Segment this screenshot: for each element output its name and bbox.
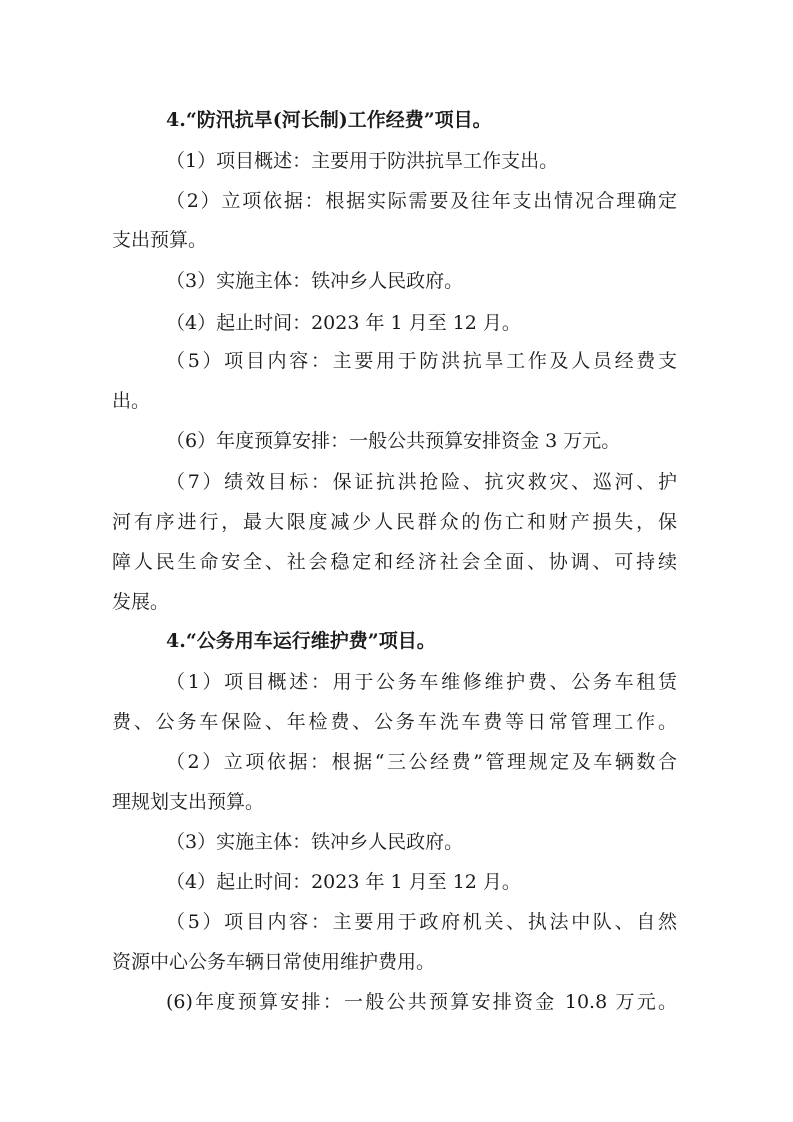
paragraph-line: （2）立项依据：根据“三公经费”管理规定及车辆数合: [166, 751, 677, 773]
paragraph-line: （1）项目概述：主要用于防洪抗旱工作支出。: [166, 150, 559, 172]
paragraph-line: 出。: [112, 390, 151, 412]
paragraph-line: 支出预算。: [112, 229, 208, 251]
paragraph-line: （4）起止时间：2023 年 1 月至 12 月。: [166, 312, 521, 334]
paragraph-line: 费、公务车保险、年检费、公务车洗车费等日常管理工作。: [112, 711, 677, 733]
paragraph-line: （4）起止时间：2023 年 1 月至 12 月。: [166, 871, 521, 893]
paragraph-line: （5）项目内容：主要用于防洪抗旱工作及人员经费支: [166, 350, 677, 372]
paragraph-line: 发展。: [112, 591, 170, 613]
section-heading: 4.“公务用车运行维护费”项目。: [166, 630, 436, 652]
paragraph-line: 资源中心公务车辆日常使用维护费用。: [112, 951, 436, 973]
paragraph-line: 河有序进行，最大限度减少人民群众的伤亡和财产损失，保: [112, 511, 677, 533]
paragraph-line: （7）绩效目标：保证抗洪抢险、抗灾救灾、巡河、护: [166, 471, 677, 493]
paragraph-line: 障人民生命安全、社会稳定和经济社会全面、协调、可持续: [112, 551, 677, 573]
paragraph-line: （1）项目概述：用于公务车维修维护费、公务车租赁: [166, 671, 677, 693]
paragraph-line: （3）实施主体：铁冲乡人民政府。: [166, 831, 464, 853]
paragraph-line: (6)年度预算安排：一般公共预算安排资金 10.8 万元。: [166, 991, 677, 1013]
paragraph-line: 理规划支出预算。: [112, 791, 265, 813]
paragraph-line: （5）项目内容：主要用于政府机关、执法中队、自然: [166, 911, 677, 933]
paragraph-line: （6）年度预算安排：一般公共预算安排资金 3 万元。: [166, 430, 621, 452]
paragraph-line: （3）实施主体：铁冲乡人民政府。: [166, 270, 464, 292]
section-heading: 4.“防汛抗旱(河长制)工作经费”项目。: [166, 109, 492, 131]
paragraph-line: （2）立项依据：根据实际需要及往年支出情况合理确定: [166, 190, 677, 212]
